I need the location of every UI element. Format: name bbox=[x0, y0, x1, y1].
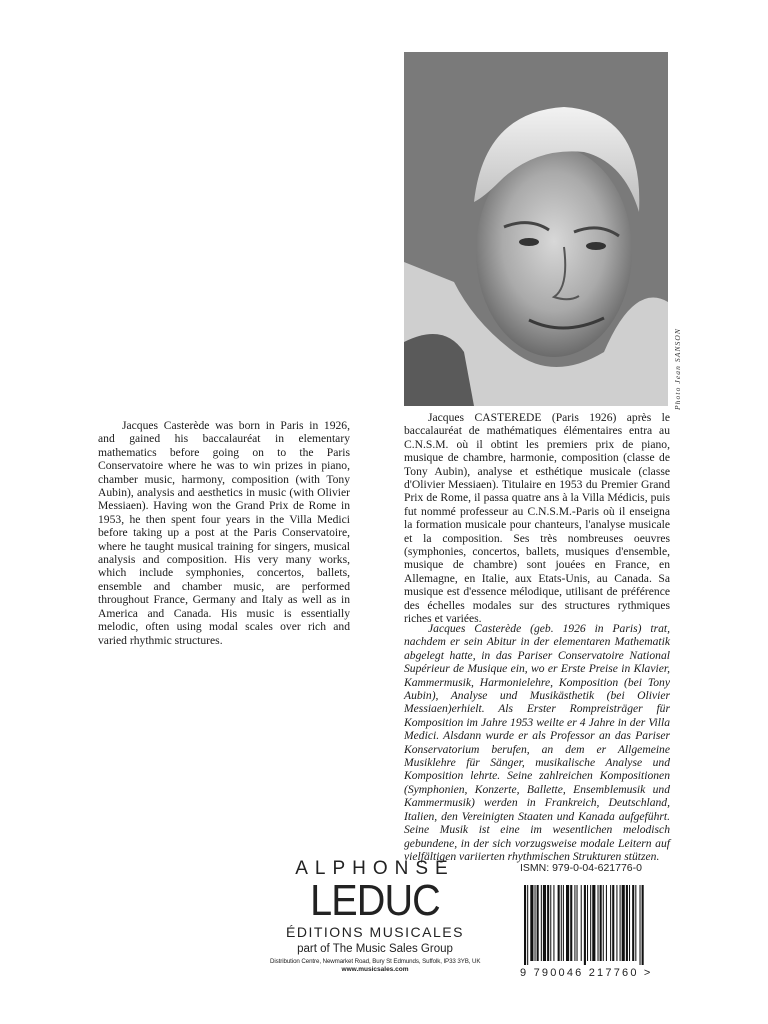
publisher-name-line1: ALPHONSE bbox=[295, 858, 455, 879]
barcode bbox=[520, 883, 678, 965]
biography-french bbox=[404, 411, 670, 626]
biography-german-text: Jacques Casterède (geb. 1926 in Paris) trat, nachdem er sein Abitur in der elementaren Mathematik abgelegt hatte, in das Pariser Conservatoire National Supérieur de Musique ein, wo er Erste Preise in Klavier, Kammermusik, Harmonielehre, Komposition (bei Tony Aubin), Analyse und Musikästhetik (bei Olivier Messiaen)erhielt. Als Erster Rompreisträger für Komposition im Jahre 1953 weilte er 4 Jahre in der Villa Medici. Alsdann wurde er als Professor an das Pariser Konservatorium berufen, an dem er Allgemeine Musiklehre für Sänger, musikalische Analyse und Komposition lehrte. Seine zahlreichen Kompositionen (Symphonien, Konzerte, Ballette, Ensemblemusik und Kammermusik) werden in Frankreich, Deutschland, Italien, den Vereinigten Staaten und Kanada aufgeführt. Seine Musik ist eine im wesentlichen melodisch gebundene, in der sich vorzugsweise modale Leitern auf vielfältigen variierten rhythmischen Strukturen stützen. bbox=[404, 622, 670, 863]
composer-portrait-photo bbox=[404, 52, 668, 406]
portrait-illustration bbox=[404, 52, 668, 406]
publisher-name-line2: LEDUC bbox=[310, 876, 440, 925]
publisher-address: Distribution Centre, Newmarket Road, Bury St Edmunds, Suffolk, IP33 3YB, UK bbox=[270, 958, 481, 965]
publisher-logo-block bbox=[270, 858, 480, 973]
barcode-bars-icon bbox=[520, 883, 678, 965]
photo-credit: Photo Jean SANSON bbox=[673, 327, 682, 410]
publisher-website: www.musicsales.com bbox=[341, 966, 409, 973]
biography-english bbox=[98, 419, 350, 647]
barcode-digits: 9 790046 217760 > bbox=[520, 967, 653, 979]
biography-german bbox=[404, 622, 670, 863]
ismn-number: ISMN: 979-0-04-621776-0 bbox=[520, 862, 642, 874]
publisher-group: part of The Music Sales Group bbox=[297, 943, 453, 955]
biography-english-text: Jacques Casterède was born in Paris in 1926, and gained his baccalauréat in elementary mathematics before going on to the Paris Conservatoire where he was to win prizes in piano, chamber music, harmony, composition (with Tony Aubin), analysis and aesthetics in music (with Olivier Messiaen). Having won the Grand Prix de Rome in 1953, he then spent four years in the Villa Medici before taking up a post at the Paris Conservatoire, where he taught musical training for singers, musical analysis and composition. His very many works, which include symphonies, concertos, ballets, ensemble and chamber music, are performed throughout France, Germany and Italy as well as in America and Canada. His music is essentially melodic, often using modal scales over rich and varied rhythmic structures. bbox=[98, 419, 350, 647]
publisher-subtitle: ÉDITIONS MUSICALES bbox=[286, 924, 464, 940]
biography-french-text: Jacques CASTEREDE (Paris 1926) après le baccalauréat de mathématiques élémentaires entra au C.N.S.M. où il obtint les premiers prix de piano, musique de chambre, harmonie, composition (classe de Tony Aubin), analyse et esthétique musicale (classe d'Olivier Messiaen). Titulaire en 1953 du Premier Grand Prix de Rome, il passa quatre ans à la Villa Médicis, puis fut nommé professeur au C.N.S.M.-Paris où il enseigna la formation musicale pour chanteurs, l'analyse musicale et la composition. Ses très nombreuses oeuvres (symphonies, concertos, ballets, musiques d'ensemble, musique de chambre) sont jouées en France, en Allemagne, en Italie, aux Etats-Unis, au Canada. Sa musique est d'essence mélodique, utilisant de préférence des échelles modales sur des structures rythmiques riches et variées. bbox=[404, 411, 670, 626]
